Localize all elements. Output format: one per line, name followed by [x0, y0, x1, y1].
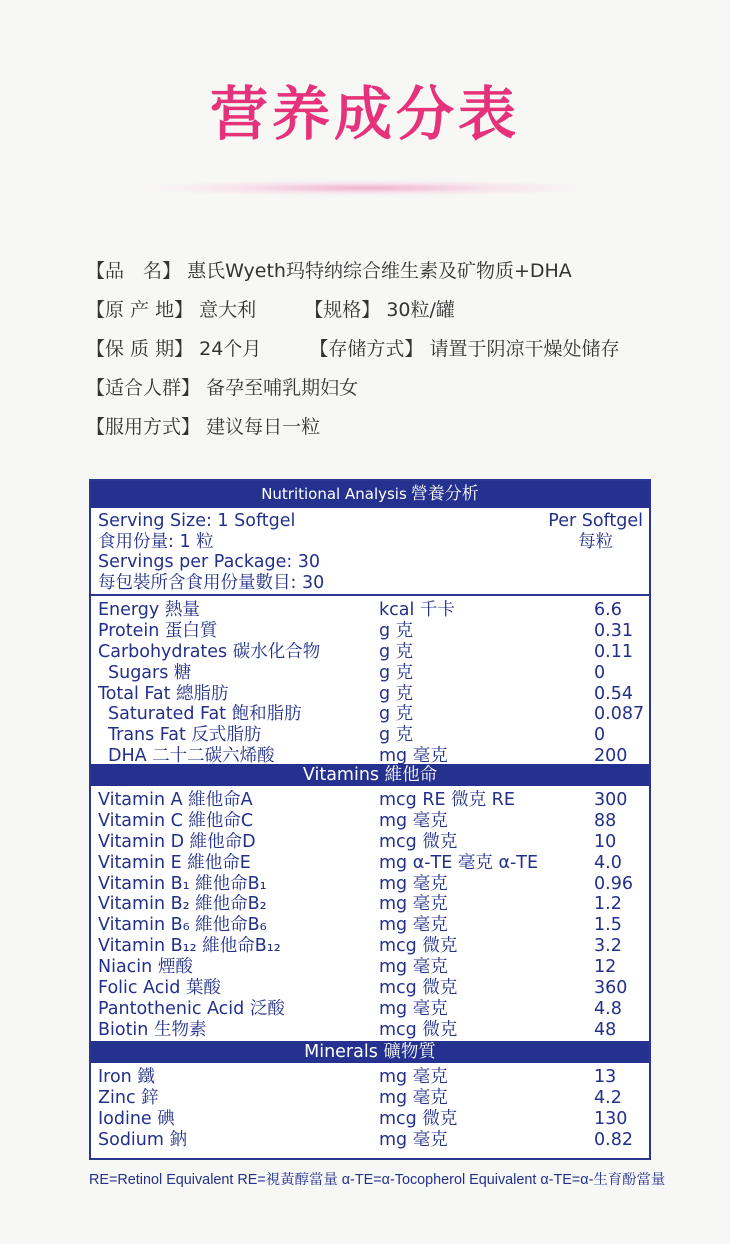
nutrient-unit: mcg RE 微克 RE — [379, 790, 515, 810]
nutrient-value: 0.96 — [594, 873, 633, 894]
audience-label: 【适合人群】 — [86, 377, 201, 399]
nutrient-value: 0.11 — [594, 641, 633, 662]
nutrient-value: 0.54 — [594, 683, 633, 704]
nutrient-name: Iron 鐵 — [98, 1067, 155, 1087]
nutrient-value: 88 — [594, 810, 617, 831]
per-softgel-cn: 每粒 — [578, 531, 614, 552]
table-row — [91, 894, 649, 915]
nutrient-name: Vitamin B₂ 維他命B₂ — [98, 894, 267, 915]
serving-size-en: Serving Size: 1 Softgel — [98, 511, 296, 531]
nutrient-name: Biotin 生物素 — [98, 1019, 207, 1040]
usage-value: 建议每日一粒 — [206, 416, 321, 438]
table-row — [91, 915, 649, 936]
table-row — [91, 978, 649, 999]
nutrition-panel — [89, 479, 651, 1160]
nutrient-value: 1.5 — [594, 915, 622, 936]
shelf-life-value: 24个月 — [199, 338, 262, 360]
info-row-shelf-life — [86, 330, 686, 369]
table-row — [91, 600, 649, 621]
nutrient-unit: mg 毫克 — [379, 957, 448, 978]
nutrient-value: 300 — [594, 790, 628, 810]
nutrient-value: 48 — [594, 1019, 617, 1040]
nutrient-name: Vitamin B₁ 維他命B₁ — [98, 873, 267, 894]
product-name: 惠氏Wyeth玛特纳综合维生素及矿物质+DHA — [187, 260, 572, 282]
nutrient-unit: mg 毫克 — [379, 1129, 448, 1150]
table-row — [91, 832, 649, 853]
minerals-header: Minerals 礦物質 — [91, 1041, 649, 1063]
servings-per-package-cn: 每包裝所含食用份量數目: 30 — [98, 572, 325, 593]
table-row — [91, 704, 649, 725]
page-title: 营养成分表 — [209, 80, 520, 148]
table-row — [91, 874, 649, 895]
table-row — [91, 1088, 649, 1109]
nutrient-name: Sodium 鈉 — [98, 1129, 187, 1150]
nutrient-value: 0.82 — [594, 1129, 633, 1150]
table-row — [91, 853, 649, 874]
nutrient-name: Vitamin B₁₂ 維他命B₁₂ — [98, 936, 281, 957]
panel-header-en: Nutritional Analysis — [261, 485, 407, 503]
per-softgel-en: Per Softgel — [548, 511, 643, 531]
nutrient-name: Vitamin E 維他命E — [98, 852, 251, 873]
table-row — [91, 1067, 649, 1088]
table-row — [91, 663, 649, 684]
nutrient-value: 0.087 — [594, 704, 645, 725]
storage-label: 【存储方式】 — [309, 338, 424, 360]
nutrient-unit: mg 毫克 — [379, 1067, 448, 1087]
table-row — [91, 936, 649, 957]
nutrient-name: DHA 二十二碳六烯酸 — [108, 746, 275, 767]
nutrient-value: 12 — [594, 957, 617, 978]
spec-value: 30粒/罐 — [386, 299, 455, 321]
nutrient-unit: g 克 — [379, 683, 414, 704]
nutrient-value: 1.2 — [594, 894, 622, 915]
nutrient-name: Iodine 碘 — [98, 1108, 175, 1129]
shelf-life-label: 【保 质 期】 — [86, 338, 194, 360]
nutrient-name: Pantothenic Acid 泛酸 — [98, 998, 285, 1019]
info-row-usage — [86, 408, 686, 447]
info-row-audience — [86, 369, 686, 408]
nutrient-name: Vitamin D 維他命D — [98, 831, 256, 852]
nutrient-value: 0.31 — [594, 620, 633, 641]
nutrient-unit: mcg 微克 — [379, 978, 458, 999]
product-name-label: 【品 名】 — [86, 260, 182, 282]
nutrient-unit: g 克 — [379, 620, 414, 641]
nutrient-unit: mg 毫克 — [379, 894, 448, 915]
vitamins-section — [91, 786, 649, 1041]
nutrient-value: 130 — [594, 1108, 628, 1129]
nutrients-section — [91, 596, 649, 767]
nutrient-name: Vitamin A 維他命A — [98, 790, 253, 810]
nutrient-value: 13 — [594, 1067, 617, 1087]
panel-header-cn: 營養分析 — [410, 484, 479, 504]
nutrient-value: 6.6 — [594, 600, 622, 620]
nutrient-unit: mg 毫克 — [379, 1087, 448, 1108]
nutrient-unit: mcg 微克 — [379, 831, 458, 852]
table-row — [91, 684, 649, 705]
nutrient-value: 4.2 — [594, 1087, 622, 1108]
nutrient-value: 0 — [594, 725, 606, 746]
nutrient-name: Saturated Fat 飽和脂肪 — [108, 704, 302, 725]
nutrient-name: Energy 熱量 — [98, 600, 200, 620]
nutrient-name: Niacin 煙酸 — [98, 957, 193, 978]
nutrient-unit: mg 毫克 — [379, 746, 448, 767]
table-row — [91, 746, 649, 767]
audience-value: 备孕至哺乳期妇女 — [206, 377, 359, 399]
nutrient-unit: mg 毫克 — [379, 998, 448, 1019]
nutrient-unit: mcg 微克 — [379, 1019, 458, 1040]
table-row — [91, 621, 649, 642]
servings-per-package-en: Servings per Package: 30 — [98, 552, 321, 572]
table-row — [91, 642, 649, 663]
nutrient-value: 4.8 — [594, 998, 622, 1019]
serving-size-cn: 食用份量: 1 粒 — [98, 531, 214, 552]
nutrient-value: 3.2 — [594, 936, 622, 957]
nutrient-value: 4.0 — [594, 852, 622, 873]
minerals-section — [91, 1063, 649, 1151]
nutrient-unit: g 克 — [379, 725, 414, 746]
panel-header — [91, 481, 649, 508]
origin-label: 【原 产 地】 — [86, 299, 194, 321]
serving-info — [91, 508, 649, 596]
nutrient-unit: g 克 — [379, 641, 414, 662]
nutrient-unit: mg 毫克 — [379, 873, 448, 894]
table-row — [91, 957, 649, 978]
table-row — [91, 1130, 649, 1151]
nutrient-value: 360 — [594, 978, 628, 999]
table-row — [91, 790, 649, 811]
nutrient-value: 10 — [594, 831, 617, 852]
nutrient-unit: mg 毫克 — [379, 810, 448, 831]
nutrient-unit: g 克 — [379, 662, 414, 683]
nutrient-unit: g 克 — [379, 704, 414, 725]
footnote: RE=Retinol Equivalent RE=視黃醇當量 α-TE=α-Tocopherol Equivalent α-TE=α-生育酚當量 — [89, 1172, 666, 1188]
storage-value: 请置于阴凉干燥处储存 — [429, 338, 620, 360]
nutrient-value: 200 — [594, 746, 628, 767]
table-row — [91, 1020, 649, 1041]
nutrient-name: Carbohydrates 碳水化合物 — [98, 641, 321, 662]
nutrient-unit: mcg 微克 — [379, 1108, 458, 1129]
table-row — [91, 725, 649, 746]
nutrient-unit: mg α-TE 毫克 α-TE — [379, 852, 539, 873]
origin-value: 意大利 — [199, 299, 257, 321]
info-row-origin — [86, 291, 686, 330]
info-row-product-name — [86, 252, 686, 291]
table-row — [91, 1109, 649, 1130]
product-info — [86, 252, 686, 447]
nutrient-value: 0 — [594, 662, 606, 683]
usage-label: 【服用方式】 — [86, 416, 201, 438]
nutrient-unit: kcal 千卡 — [379, 600, 455, 620]
nutrient-name: Folic Acid 葉酸 — [98, 978, 221, 999]
vitamins-header: Vitamins 維他命 — [91, 764, 649, 786]
spec-label: 【规格】 — [304, 299, 381, 321]
nutrient-name: Zinc 鋅 — [98, 1087, 159, 1108]
nutrient-name: Total Fat 總脂肪 — [98, 683, 229, 704]
table-row — [91, 811, 649, 832]
nutrient-unit: mg 毫克 — [379, 915, 448, 936]
title-underline-decoration — [140, 180, 590, 196]
nutrient-name: Sugars 糖 — [108, 662, 192, 683]
nutrient-name: Vitamin B₆ 維他命B₆ — [98, 915, 267, 936]
nutrient-name: Trans Fat 反式脂肪 — [108, 725, 262, 746]
nutrient-unit: mcg 微克 — [379, 936, 458, 957]
nutrient-name: Protein 蛋白質 — [98, 620, 218, 641]
nutrient-name: Vitamin C 維他命C — [98, 810, 254, 831]
table-row — [91, 999, 649, 1020]
